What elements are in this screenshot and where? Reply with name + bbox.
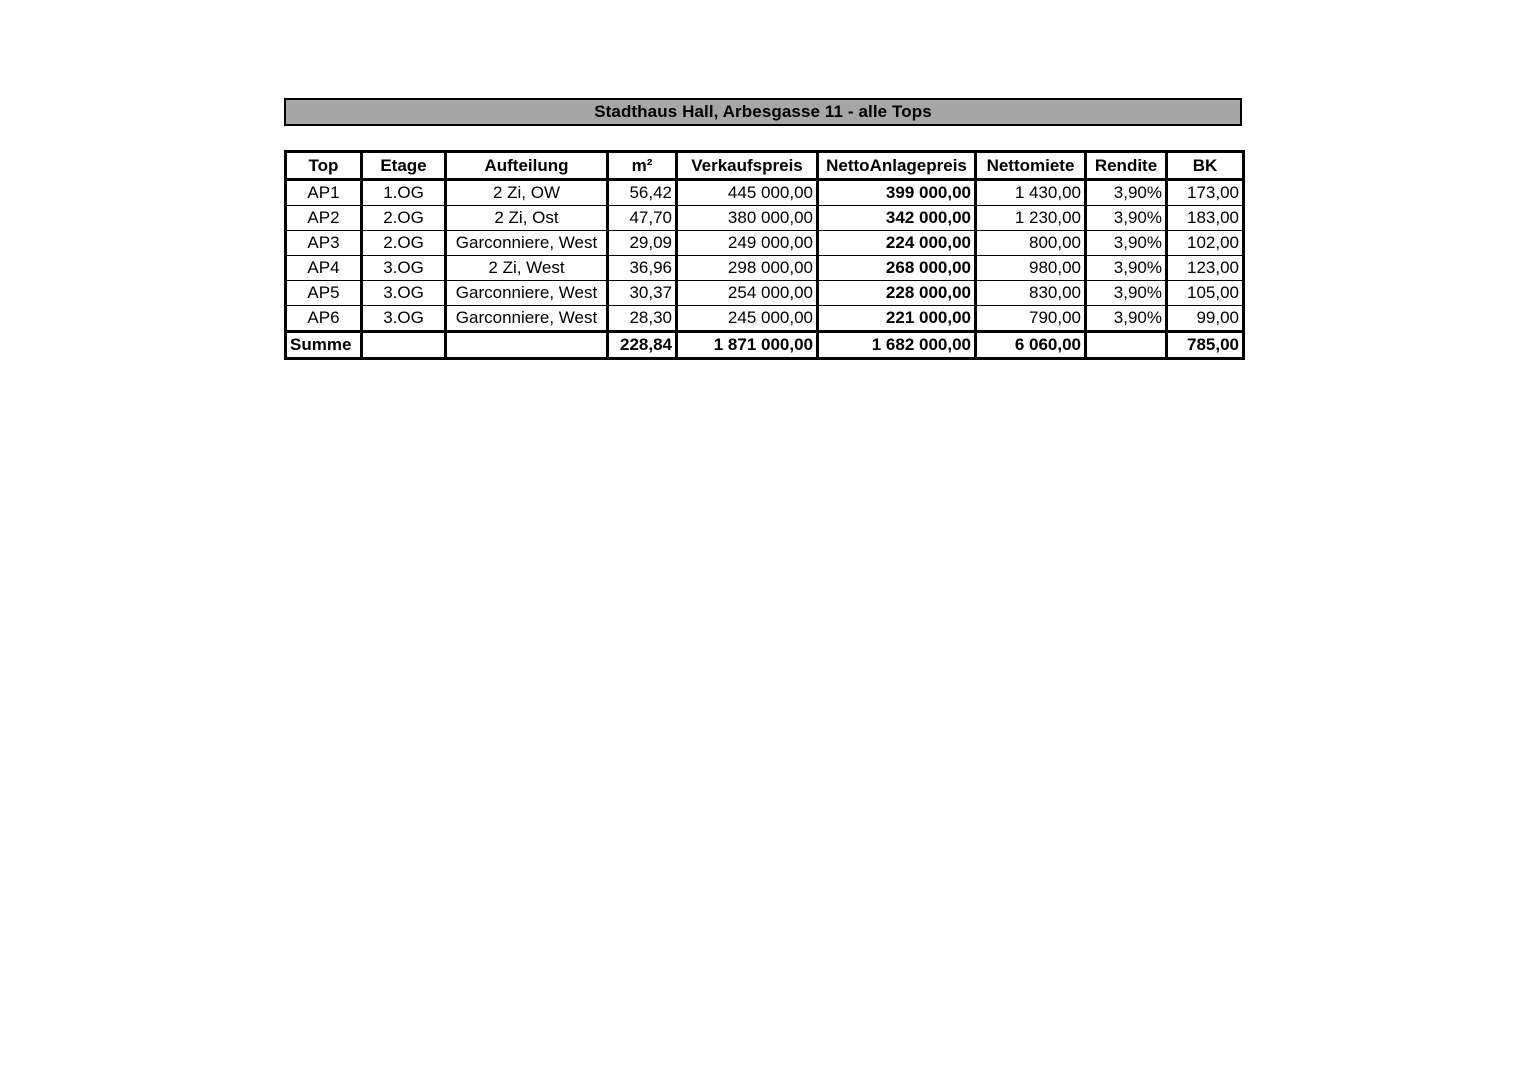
cell-nettoanlagepreis: 224 000,00: [818, 231, 976, 256]
cell-bk: 123,00: [1167, 256, 1244, 281]
table-summary-row: [286, 332, 1244, 359]
cell-top: AP1: [286, 180, 362, 206]
summary-bk: 785,00: [1167, 332, 1244, 359]
cell-top: AP4: [286, 256, 362, 281]
cell-verkaufspreis: 298 000,00: [677, 256, 818, 281]
summary-etage: [362, 332, 446, 359]
cell-area: 36,96: [608, 256, 677, 281]
column-header-aufteilung: Aufteilung: [446, 152, 608, 180]
cell-nettomiete: 790,00: [976, 306, 1086, 332]
summary-nettoanlagepreis: 1 682 000,00: [818, 332, 976, 359]
page-title: Stadthaus Hall, Arbesgasse 11 - alle Tops: [284, 98, 1242, 126]
cell-area: 29,09: [608, 231, 677, 256]
cell-nettoanlagepreis: 268 000,00: [818, 256, 976, 281]
cell-aufteilung: 2 Zi, OW: [446, 180, 608, 206]
cell-etage: 1.OG: [362, 180, 446, 206]
column-header-bk: BK: [1167, 152, 1244, 180]
column-header-verkaufspreis: Verkaufspreis: [677, 152, 818, 180]
cell-nettoanlagepreis: 221 000,00: [818, 306, 976, 332]
cell-nettomiete: 980,00: [976, 256, 1086, 281]
summary-area: 228,84: [608, 332, 677, 359]
cell-rendite: 3,90%: [1086, 256, 1167, 281]
cell-top: AP5: [286, 281, 362, 306]
cell-verkaufspreis: 254 000,00: [677, 281, 818, 306]
table-row: [286, 231, 1244, 256]
summary-nettomiete: 6 060,00: [976, 332, 1086, 359]
table-row: [286, 306, 1244, 332]
cell-aufteilung: 2 Zi, West: [446, 256, 608, 281]
cell-nettomiete: 1 430,00: [976, 180, 1086, 206]
cell-nettomiete: 830,00: [976, 281, 1086, 306]
cell-area: 30,37: [608, 281, 677, 306]
cell-verkaufspreis: 445 000,00: [677, 180, 818, 206]
cell-top: AP3: [286, 231, 362, 256]
cell-aufteilung: Garconniere, West: [446, 306, 608, 332]
cell-bk: 105,00: [1167, 281, 1244, 306]
summary-rendite: [1086, 332, 1167, 359]
cell-nettomiete: 1 230,00: [976, 206, 1086, 231]
cell-bk: 173,00: [1167, 180, 1244, 206]
column-header-etage: Etage: [362, 152, 446, 180]
cell-nettoanlagepreis: 399 000,00: [818, 180, 976, 206]
cell-nettoanlagepreis: 342 000,00: [818, 206, 976, 231]
cell-etage: 2.OG: [362, 231, 446, 256]
summary-verkaufspreis: 1 871 000,00: [677, 332, 818, 359]
cell-top: AP6: [286, 306, 362, 332]
cell-rendite: 3,90%: [1086, 306, 1167, 332]
cell-rendite: 3,90%: [1086, 180, 1167, 206]
table-row: [286, 180, 1244, 206]
column-header-rendite: Rendite: [1086, 152, 1167, 180]
cell-rendite: 3,90%: [1086, 281, 1167, 306]
cell-bk: 183,00: [1167, 206, 1244, 231]
column-header-nettomiete: Nettomiete: [976, 152, 1086, 180]
cell-verkaufspreis: 245 000,00: [677, 306, 818, 332]
cell-rendite: 3,90%: [1086, 231, 1167, 256]
cell-etage: 2.OG: [362, 206, 446, 231]
cell-area: 56,42: [608, 180, 677, 206]
column-header-nettoanlagepreis: NettoAnlagepreis: [818, 152, 976, 180]
cell-bk: 99,00: [1167, 306, 1244, 332]
cell-etage: 3.OG: [362, 256, 446, 281]
cell-nettomiete: 800,00: [976, 231, 1086, 256]
cell-nettoanlagepreis: 228 000,00: [818, 281, 976, 306]
cell-bk: 102,00: [1167, 231, 1244, 256]
column-header-top: Top: [286, 152, 362, 180]
cell-rendite: 3,90%: [1086, 206, 1167, 231]
cell-area: 47,70: [608, 206, 677, 231]
cell-aufteilung: Garconniere, West: [446, 231, 608, 256]
cell-verkaufspreis: 380 000,00: [677, 206, 818, 231]
cell-area: 28,30: [608, 306, 677, 332]
cell-top: AP2: [286, 206, 362, 231]
column-header-area: m²: [608, 152, 677, 180]
table-row: [286, 256, 1244, 281]
units-table: [284, 150, 1245, 360]
summary-aufteilung: [446, 332, 608, 359]
cell-etage: 3.OG: [362, 281, 446, 306]
cell-aufteilung: Garconniere, West: [446, 281, 608, 306]
table-row: [286, 206, 1244, 231]
summary-label: Summe: [286, 332, 362, 359]
table-row: [286, 281, 1244, 306]
cell-etage: 3.OG: [362, 306, 446, 332]
cell-verkaufspreis: 249 000,00: [677, 231, 818, 256]
cell-aufteilung: 2 Zi, Ost: [446, 206, 608, 231]
table-header-row: [286, 152, 1244, 180]
